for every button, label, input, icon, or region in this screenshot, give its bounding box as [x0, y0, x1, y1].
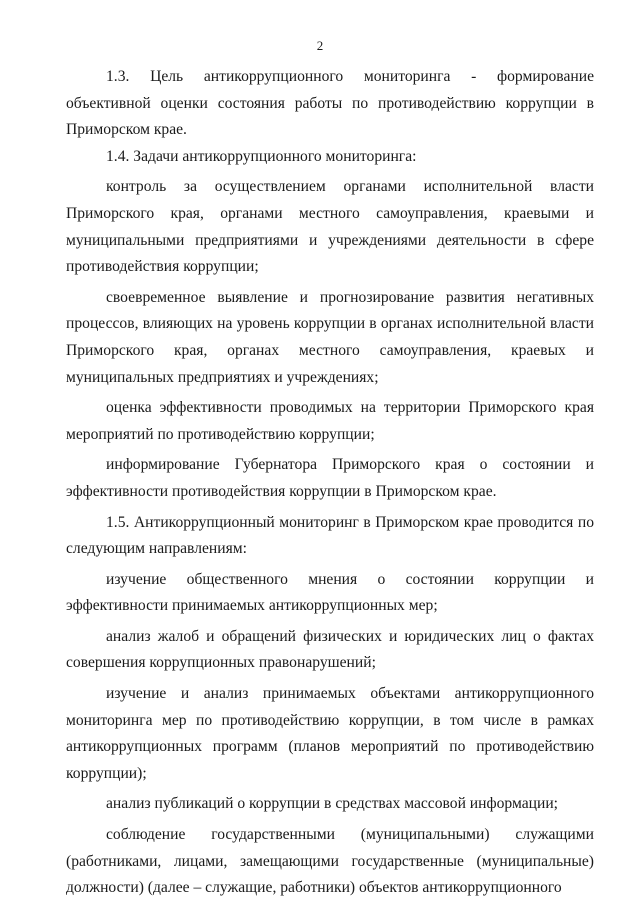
paragraph-direction-public-opinion: изучение общественного мнения о состоянии коррупции и эффективности принимаемых антикоррупционных мер; [66, 570, 594, 615]
paragraph-direction-measures: изучение и анализ принимаемых объектами антикоррупционного мониторинга мер по противодействию коррупции, в том числе в рамках антикоррупционных программ (планов мероприятий по противодействию коррупции); [66, 685, 594, 782]
paragraph-1-3-goal: 1.3. Цель антикоррупционного мониторинга - формирование объективной оценки состояния работы по противодействию коррупции в Приморском крае. [66, 68, 594, 139]
paragraph-task-control: контроль за осуществлением органами исполнительной власти Приморского края, органами местного самоуправления, краевыми и муниципальными предприятиями и учреждениями деятельности в сфере противодействия коррупции; [66, 178, 594, 276]
paragraph-task-evaluation: оценка эффективности проводимых на территории Приморского края мероприятий по противодействию коррупции; [66, 399, 594, 443]
page-number: 2 [316, 38, 324, 53]
paragraph-task-detection: своевременное выявление и прогнозирование развития негативных процессов, влияющих на уровень коррупции в органах исполнительной власти Приморского края, органах местного самоуправления, краевых и муниципальных предприятиях и учреждениях; [66, 288, 594, 386]
paragraph-direction-compliance: соблюдение государственными (муниципальными) служащими (работниками, лицами, замещающими государственные (муниципальные) должности) (далее – служащие, работники) объектов антикоррупционного [66, 826, 594, 897]
paragraph-task-informing: информирование Губернатора Приморского края о состоянии и эффективности противодействия коррупции в Приморском крае. [66, 456, 594, 500]
paragraph-direction-complaints: анализ жалоб и обращений физических и юридических лиц о фактах совершения коррупционных правонарушений; [66, 627, 594, 672]
paragraph-direction-media: анализ публикаций о коррупции в средствах массовой информации; [106, 795, 559, 813]
paragraph-1-5-directions: 1.5. Антикоррупционный мониторинг в Приморском крае проводится по следующим направлениям: [66, 513, 594, 558]
document-body [66, 64, 594, 902]
paragraph-1-4-tasks-heading: 1.4. Задачи антикоррупционного мониторинга: [106, 147, 417, 165]
